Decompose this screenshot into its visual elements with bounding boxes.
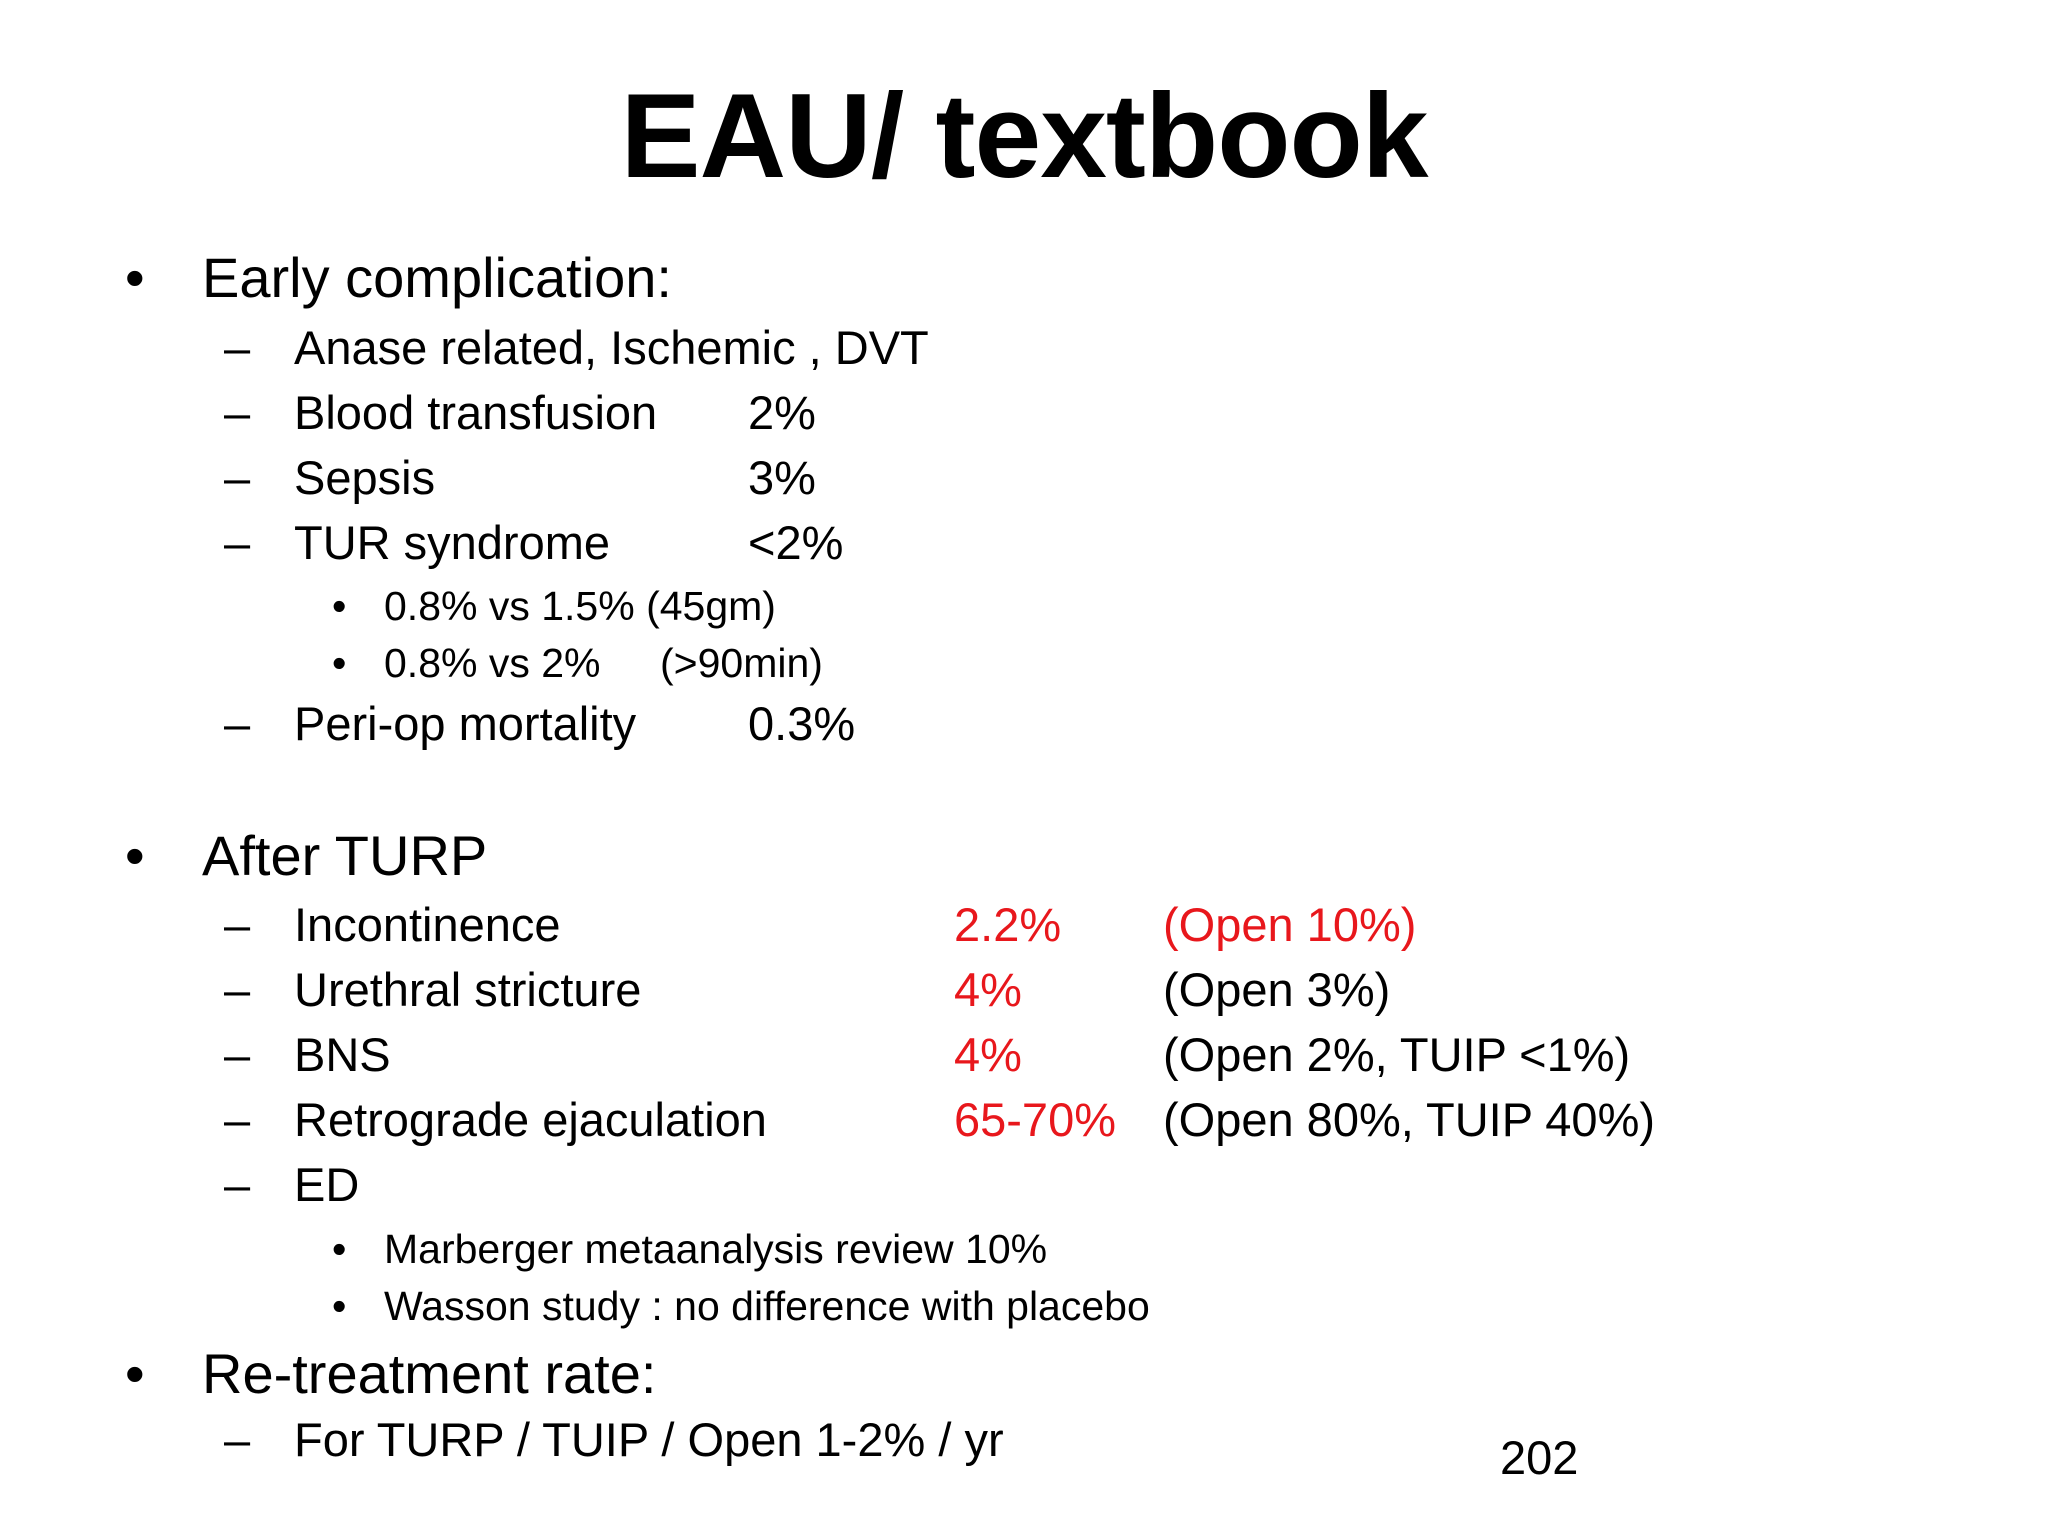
item-value-incontinence: 2.2% [954,898,1062,951]
item-value-sepsis: 3% [748,451,816,504]
item-label-retrograde-ejaculation: Retrograde ejaculation [294,1093,767,1146]
item-value-tur-syndrome: <2% [748,516,844,569]
item-compare-retrograde-ejaculation: (Open 80%, TUIP 40%) [1163,1093,1656,1146]
tur-sub-item-1: 0.8% vs 1.5% (45gm) [384,583,776,629]
bullet-icon: • [332,1226,347,1272]
bullet-icon: • [125,1342,145,1405]
tur-sub-item-2-detail: (>90min) [660,640,823,686]
item-label-peri-op-mortality: Peri-op mortality [294,697,637,750]
dash-icon: – [224,1158,251,1211]
item-compare-incontinence: (Open 10%) [1163,898,1417,951]
item-compare-urethral-stricture: (Open 3%) [1163,963,1391,1016]
item-value-retrograde-ejaculation: 65-70% [954,1093,1116,1146]
item-label-sepsis: Sepsis [294,451,436,504]
tur-sub-item-2: 0.8% vs 2% [384,640,601,686]
bullet-icon: • [125,246,145,309]
bullet-icon: • [125,824,145,887]
bullet-icon: • [332,1283,347,1329]
dash-icon: – [224,1413,251,1466]
dash-icon: – [224,451,251,504]
bullet-icon: • [332,640,347,686]
item-label-retreatment: For TURP / TUIP / Open 1-2% / yr [294,1413,1004,1466]
item-value-blood-transfusion: 2% [748,386,816,439]
section-heading-early: Early complication: [202,246,672,309]
dash-icon: – [224,1093,251,1146]
dash-icon: – [224,963,251,1016]
item-value-peri-op-mortality: 0.3% [748,697,856,750]
item-label-ed: ED [294,1158,360,1211]
ed-sub-item-2: Wasson study : no difference with placebo [384,1283,1150,1329]
ed-sub-item-1: Marberger metaanalysis review 10% [384,1226,1048,1272]
page-number: 202 [1500,1431,1579,1484]
item-label-blood-transfusion: Blood transfusion [294,386,658,439]
dash-icon: – [224,697,251,750]
item-label-incontinence: Incontinence [294,898,561,951]
bullet-icon: • [332,583,347,629]
item-value-bns: 4% [954,1028,1022,1081]
item-value-urethral-stricture: 4% [954,963,1022,1016]
dash-icon: – [224,321,251,374]
section-heading-retreatment: Re-treatment rate: [202,1342,657,1405]
dash-icon: – [224,516,251,569]
slide-title: EAU/ textbook [620,69,1428,203]
section-heading-after-turp: After TURP [202,824,488,887]
item-label-anase: Anase related, Ischemic , DVT [294,321,929,374]
dash-icon: – [224,386,251,439]
dash-icon: – [224,898,251,951]
dash-icon: – [224,1028,251,1081]
item-label-urethral-stricture: Urethral stricture [294,963,642,1016]
item-label-tur-syndrome: TUR syndrome [294,516,611,569]
item-label-bns: BNS [294,1028,391,1081]
item-compare-bns: (Open 2%, TUIP <1%) [1163,1028,1631,1081]
